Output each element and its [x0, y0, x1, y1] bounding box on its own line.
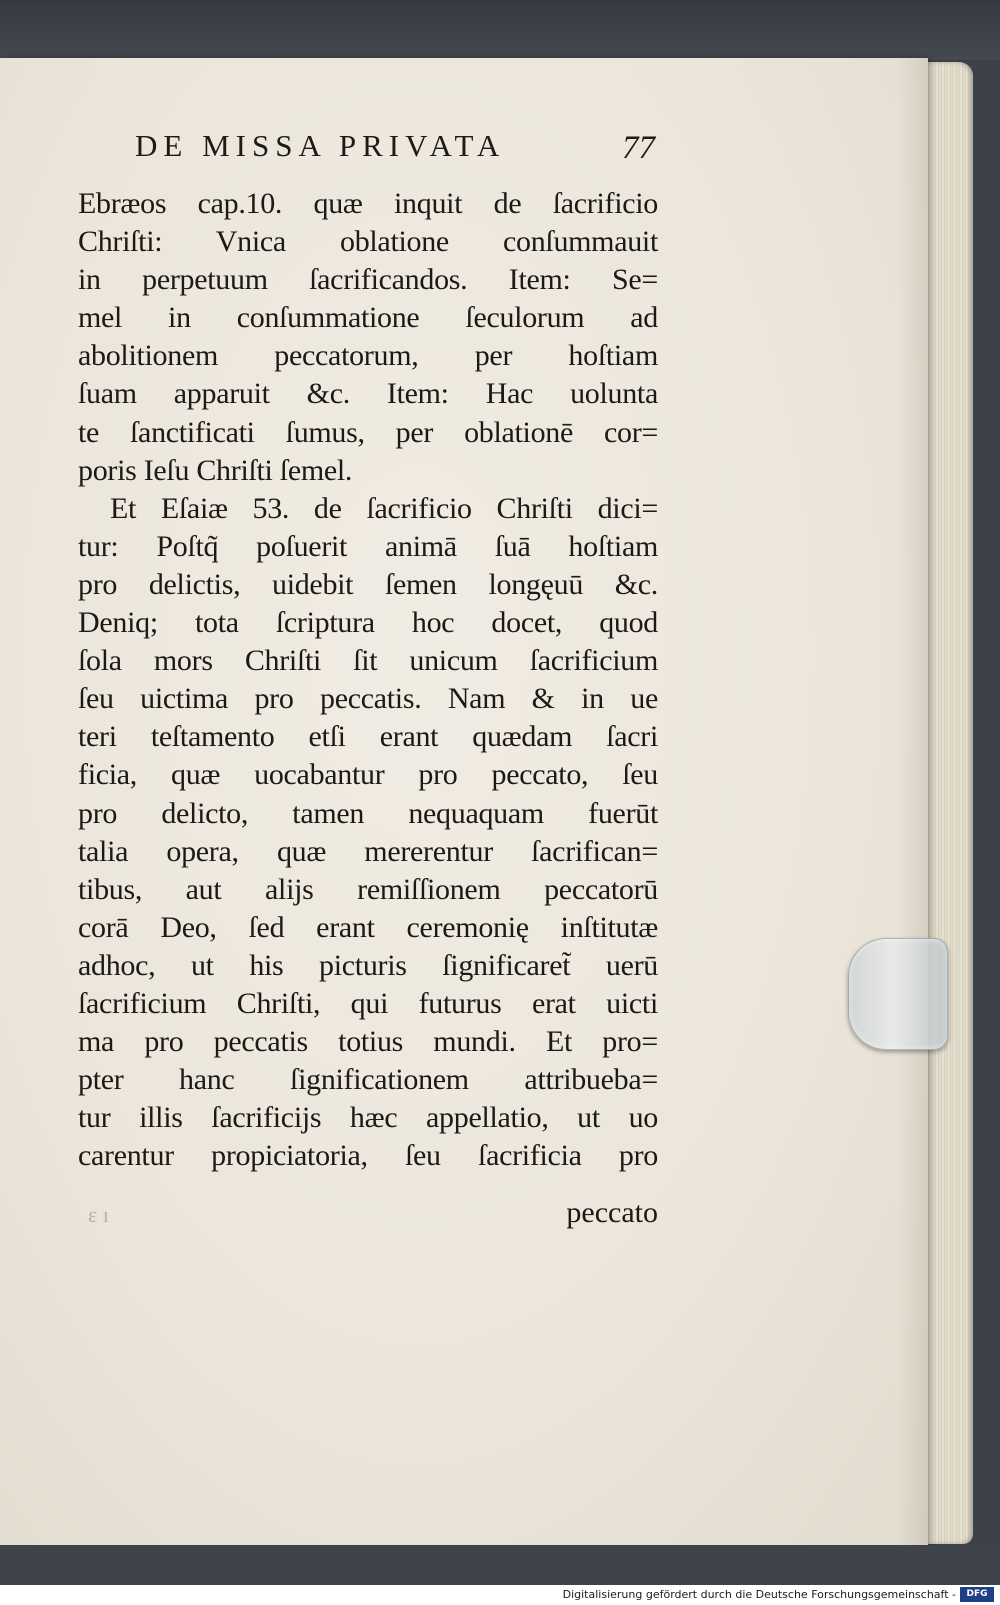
text-line: tibus, aut alijs remiſſionem peccatorū [78, 872, 658, 906]
text-line: pro delicto, tamen nequaquam fuerūt [78, 796, 658, 830]
text-line: ma pro peccatis totius mundi. Et pro= [78, 1025, 658, 1059]
text-line: tur illis ſacrificijs hæc appellatio, ut uo [78, 1101, 658, 1135]
text-line: adhoc, ut his picturis ſignificaret̃ uerū [78, 948, 658, 982]
text-line: Ebræos cap.10. quæ inquit de ſacrificio [78, 187, 658, 220]
body-text [78, 185, 658, 1175]
running-head [135, 128, 655, 168]
dfg-logo: DFG [960, 1587, 994, 1602]
text-line: corā Deo, ſed erant ceremonię inſtitutæ [78, 910, 658, 944]
text-line: talia opera, quæ mererentur ſacrifican= [78, 834, 658, 868]
text-line: mel in conſummatione ſeculorum ad [78, 301, 658, 335]
scanner-backdrop-top [0, 0, 1000, 60]
page-gutter-shadow [898, 58, 928, 1545]
text-line: teri teſtamento etſi erant quædam ſacri [78, 720, 658, 754]
text-line: ficia, quæ uocabantur pro peccato, ſeu [78, 758, 658, 792]
running-title: DE MISSA PRIVATA [135, 128, 506, 163]
text-line: ſola mors Chriſti ſit unicum ſacrificium [78, 644, 658, 678]
text-line: ſacrificium Chriſti, qui futurus erat uicti [78, 986, 658, 1020]
catchword-row [78, 1196, 658, 1236]
text-line: carentur propiciatoria, ſeu ſacrificia pro [78, 1139, 658, 1173]
text-line: ſuam apparuit &c. Item: Hac uolunta [78, 377, 658, 411]
text-line: poris Ieſu Chriſti ſemel. [78, 453, 353, 487]
scanner-backdrop-bottom [0, 1545, 1000, 1585]
text-line: in perpetuum ſacrificandos. Item: Se= [78, 263, 658, 297]
text-line: pro delictis, uidebit ſemen longęuū &c. [78, 567, 658, 601]
footer-credit: Digitalisierung gefördert durch die Deutsche Forschungsgemeinschaft - [562, 1588, 956, 1601]
text-line: Deniq; tota ſcriptura hoc docet, quod [78, 606, 658, 640]
marginal-mark: ɛ ı [88, 1202, 109, 1227]
text-line: Et Eſaiæ 53. de ſacrificio Chriſti dici= [110, 491, 658, 525]
page-clip [848, 938, 948, 1050]
text-line: te ſanctificati ſumus, per oblationē cor= [78, 415, 658, 449]
text-line: Chriſti: Vnica oblatione conſummauit [78, 225, 658, 259]
catchword: peccato [566, 1196, 658, 1229]
text-line: abolitionem peccatorum, per hoſtiam [78, 339, 658, 373]
footer-bar [0, 1585, 1000, 1605]
text-line: tur: Poſtq̃ poſuerit animā ſuā hoſtiam [78, 529, 658, 563]
text-line: ſeu uictima pro peccatis. Nam & in ue [78, 682, 658, 716]
text-line: pter hanc ſignificationem attribueba= [78, 1063, 658, 1097]
page-number: 77 [622, 130, 655, 166]
